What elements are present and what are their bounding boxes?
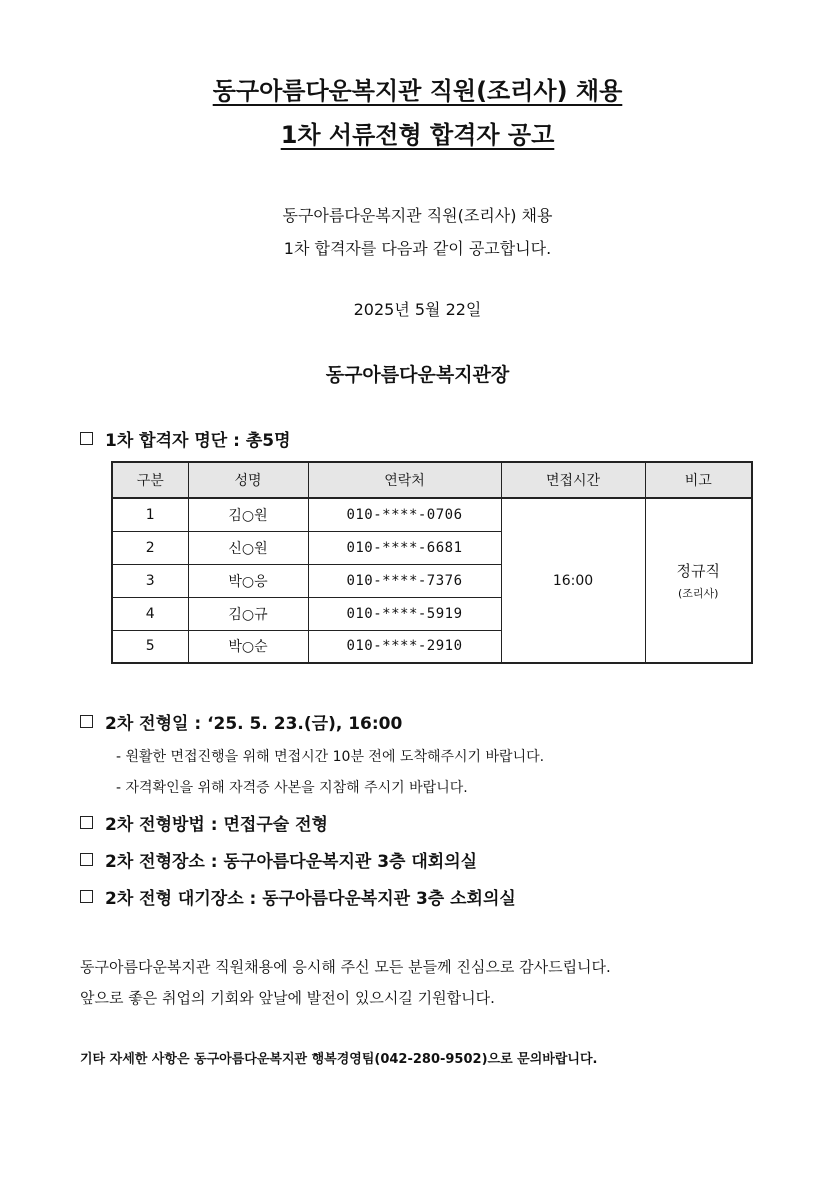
header-phone: 연락처	[308, 462, 501, 498]
list-heading	[80, 426, 291, 451]
checkbox-square-icon	[80, 890, 93, 903]
closing-line2: 앞으로 좋은 취업의 기회와 앞날에 발전이 있으시길 기원합니다.	[80, 989, 495, 1007]
header-no: 구분	[112, 462, 188, 498]
second-round-date	[80, 709, 402, 734]
second-round-method	[80, 810, 328, 835]
second-round-venue-text: 2차 전형장소 : 동구아름다운복지관 3층 대회의실	[105, 852, 478, 872]
cell-remark	[645, 498, 752, 663]
header-interview-time: 면접시간	[501, 462, 645, 498]
second-round-venue	[80, 847, 477, 872]
passer-table	[111, 461, 753, 664]
notice-date: 2025년 5월 22일	[353, 300, 482, 319]
notice-title-line2: 1차 서류전형 합격자 공고	[280, 121, 555, 149]
cell-name: 김○규	[188, 597, 308, 630]
checkbox-square-icon	[80, 432, 93, 445]
signature: 동구아름다운복지관장	[325, 364, 510, 386]
second-round-date-text: 2차 전형일 : ‘25. 5. 23.(금), 16:00	[105, 714, 403, 734]
cell-interview-time: 16:00	[501, 498, 645, 663]
cell-phone: 010-****-7376	[308, 564, 501, 597]
cell-name: 김○원	[188, 498, 308, 531]
header-name: 성명	[188, 462, 308, 498]
cell-phone: 010-****-5919	[308, 597, 501, 630]
second-round-method-text: 2차 전형방법 : 면접구술 전형	[105, 815, 328, 835]
intro-line1: 동구아름다운복지관 직원(조리사) 채용	[282, 206, 553, 225]
certificate-note: - 자격확인을 위해 자격증 사본을 지참해 주시기 바랍니다.	[116, 780, 468, 796]
table-row	[112, 498, 752, 531]
notice-title-line1: 동구아름다운복지관 직원(조리사) 채용	[212, 77, 623, 105]
cell-name: 박○순	[188, 630, 308, 663]
second-round-waiting-text: 2차 전형 대기장소 : 동구아름다운복지관 3층 소회의실	[105, 889, 516, 909]
cell-phone: 010-****-2910	[308, 630, 501, 663]
cell-no: 3	[112, 564, 188, 597]
closing-line1: 동구아름다운복지관 직원채용에 응시해 주신 모든 분들께 진심으로 감사드립니다.	[80, 958, 611, 976]
list-heading-text: 1차 합격자 명단 : 총5명	[105, 431, 291, 451]
second-round-waiting-room	[80, 884, 516, 909]
cell-no: 5	[112, 630, 188, 663]
arrival-note: - 원활한 면접진행을 위해 면접시간 10분 전에 도착해주시기 바랍니다.	[116, 749, 545, 765]
checkbox-square-icon	[80, 816, 93, 829]
header-remark: 비고	[645, 462, 752, 498]
checkbox-square-icon	[80, 853, 93, 866]
intro-line2: 1차 합격자를 다음과 같이 공고합니다.	[283, 239, 552, 258]
cell-name: 박○응	[188, 564, 308, 597]
cell-no: 4	[112, 597, 188, 630]
cell-phone: 010-****-6681	[308, 531, 501, 564]
cell-no: 2	[112, 531, 188, 564]
contact-info: 기타 자세한 사항은 동구아름다운복지관 행복경영팀(042-280-9502)으로 문의바랍니다.	[80, 1052, 598, 1067]
remark-main: 정규직	[676, 562, 720, 580]
table-header-row	[112, 462, 752, 498]
remark-sub: (조리사)	[678, 587, 719, 600]
checkbox-square-icon	[80, 715, 93, 728]
cell-phone: 010-****-0706	[308, 498, 501, 531]
cell-no: 1	[112, 498, 188, 531]
cell-name: 신○원	[188, 531, 308, 564]
